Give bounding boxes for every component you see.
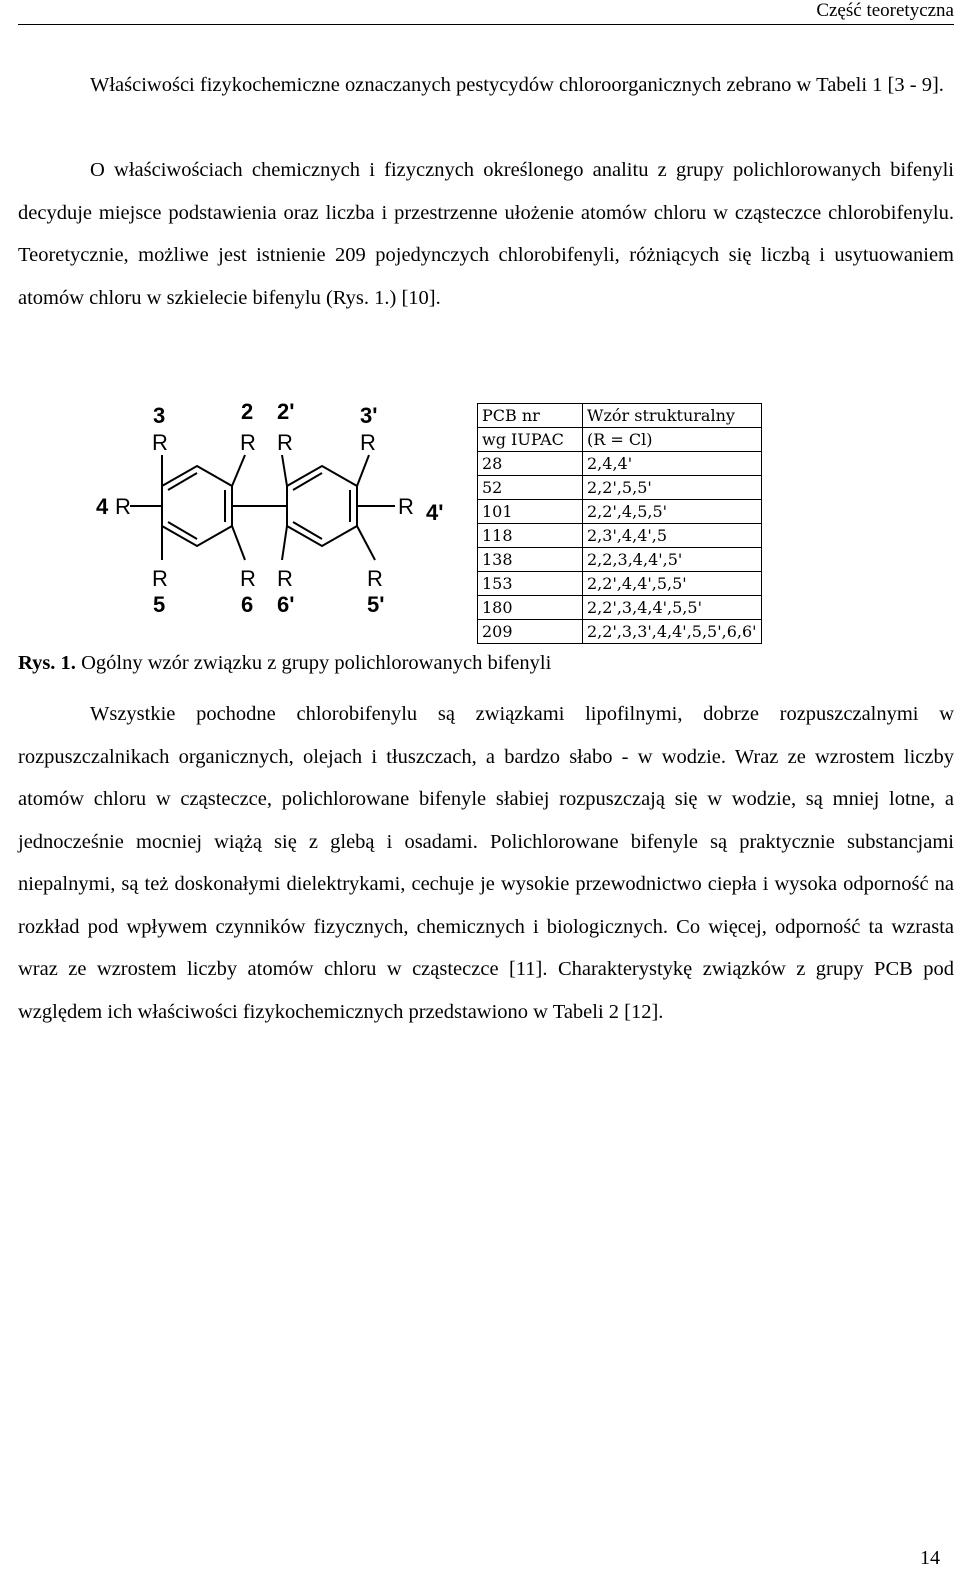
pos-2p: 2': [277, 400, 295, 424]
caption-label: Rys. 1.: [18, 652, 76, 674]
table-cell-structure: 2,2',5,5': [583, 476, 762, 500]
table-cell-structure: 2,2,3,4,4',5': [583, 548, 762, 572]
table-cell-structure: 2,2',4,5,5': [583, 500, 762, 524]
page-number: 14: [920, 1547, 940, 1569]
r-label-2p: R: [277, 430, 293, 455]
r-label-5: R: [152, 566, 168, 591]
table-cell-structure: 2,2',3,3',4,4',5,5',6,6': [583, 620, 762, 644]
paragraph-3-text: Wszystkie pochodne chlorobifenylu są związkami lipofilnymi, dobrze rozpuszczalnymi w rozpuszczalnikach organicznych, olejach i tłuszczach, a bardzo słabo - w wodzie. Wraz ze wzrostem liczby atomów chloru w cząsteczce, polichlorowane bifenyle słabiej rozpuszczają się w wodzie, są mniej lotne, a jednocześnie mocniej wiążą się z glebą i osadami. Polichlorowane bifenyle są praktycznie substancjami niepalnymi, są też doskonałymi dielektrykami, cechuje je wysokie przewodnictwo ciepła i wysoka odporność na rozkład pod wpływem czynników fizycznych, chemicznych i biologicznych. Co więcej, odporność ta wzrasta wraz ze wzrostem liczby atomów chloru w cząsteczce [11]. Charakterystykę związków z grupy PCB pod względem ich właściwości fizykochemicznych przedstawiono w Tabeli 2 [12].: [18, 703, 954, 1023]
biphenyl-structure: [90, 400, 470, 625]
paragraph-1-text: Właściwości fizykochemiczne oznaczanych pestycydów chloroorganicznych zebrano w Tabeli 1 [3 - 9].: [90, 74, 944, 96]
table-cell-pcb-number: 52: [478, 476, 583, 500]
table-cell-pcb-number: wg IUPAC: [478, 428, 583, 452]
table-cell-pcb-number: 138: [478, 548, 583, 572]
pos-5p: 5': [367, 592, 385, 617]
table-cell-pcb-number: 153: [478, 572, 583, 596]
table-cell-pcb-number: 118: [478, 524, 583, 548]
paragraph-1: [18, 64, 954, 107]
running-header: [18, 0, 954, 25]
table-header-row: [478, 428, 762, 452]
table-cell-structure: 2,4,4': [583, 452, 762, 476]
table-cell-pcb-number: PCB nr: [478, 404, 583, 428]
r-label-4p: R: [398, 494, 414, 519]
pos-4: 4: [96, 494, 109, 519]
pcb-table: [477, 403, 762, 644]
r-label-3p: R: [360, 430, 376, 455]
table-row: [478, 572, 762, 596]
table-cell-structure: 2,3',4,4',5: [583, 524, 762, 548]
table-row: [478, 524, 762, 548]
table-row: [478, 476, 762, 500]
r-label-3: R: [152, 430, 168, 455]
paragraph-3: [18, 693, 954, 1033]
table-row: [478, 452, 762, 476]
table-row: [478, 500, 762, 524]
pos-4p: 4': [426, 500, 444, 525]
pos-3: 3: [153, 403, 166, 428]
pos-2: 2: [241, 400, 254, 424]
table-cell-structure: 2,2',4,4',5,5': [583, 572, 762, 596]
table-row: [478, 620, 762, 644]
paragraph-2: [18, 149, 954, 319]
table-cell-structure: 2,2',3,4,4',5,5': [583, 596, 762, 620]
figure-pcb: [90, 400, 770, 660]
r-label-5p: R: [367, 566, 383, 591]
table-cell-pcb-number: 209: [478, 620, 583, 644]
r-label-2: R: [240, 430, 256, 455]
table-cell-pcb-number: 28: [478, 452, 583, 476]
caption-text: Ogólny wzór związku z grupy polichlorowanych bifenyli: [75, 652, 552, 674]
table-cell-pcb-number: 101: [478, 500, 583, 524]
figure-caption: [18, 648, 551, 678]
table-cell-structure: Wzór strukturalny: [583, 404, 762, 428]
pos-3p: 3': [360, 403, 378, 428]
r-label-4: R: [115, 494, 131, 519]
table-row: [478, 596, 762, 620]
section-title: Część teoretyczna: [816, 0, 954, 21]
r-label-6: R: [240, 566, 256, 591]
pos-6: 6: [241, 592, 254, 617]
table-row: [478, 548, 762, 572]
table-header-row: [478, 404, 762, 428]
table-cell-pcb-number: 180: [478, 596, 583, 620]
r-label-6p: R: [277, 566, 293, 591]
table-cell-structure: (R = Cl): [583, 428, 762, 452]
pos-5: 5: [153, 592, 166, 617]
pos-6p: 6': [277, 592, 295, 617]
paragraph-2-text: O właściwościach chemicznych i fizycznych określonego analitu z grupy polichlorowanych bifenyli decyduje miejsce podstawienia oraz liczba i przestrzenne ułożenie atomów chloru w cząsteczce chlorobifenylu. Teoretycznie, możliwe jest istnienie 209 pojedynczych chlorobifenyli, różniących się liczbą i usytuowaniem atomów chloru w szkielecie bifenylu (Rys. 1.) [10].: [18, 159, 954, 309]
